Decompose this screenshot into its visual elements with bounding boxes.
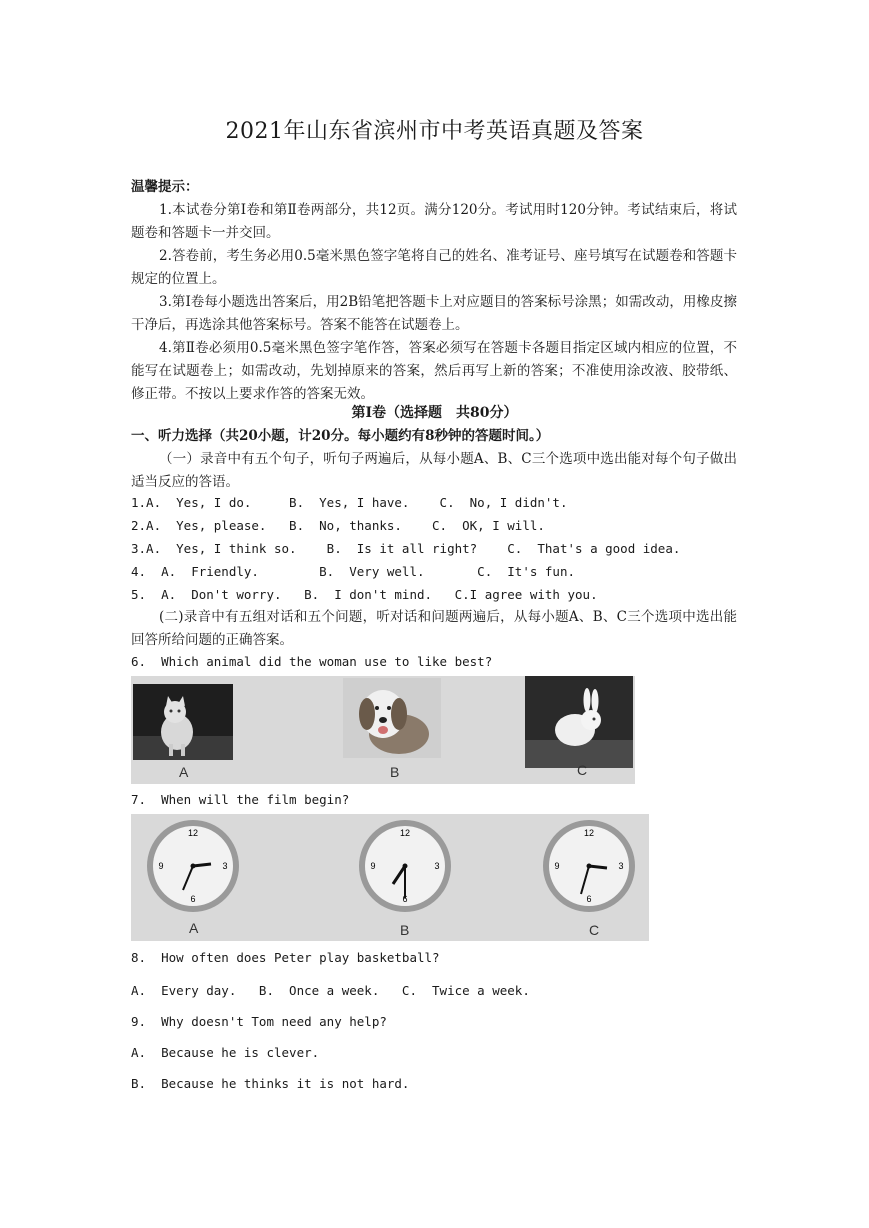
svg-text:3: 3: [222, 861, 228, 871]
question-line: 1.A. Yes, I do. B. Yes, I have. C. No, I didn't.: [131, 495, 568, 510]
clock-c-icon: [541, 818, 637, 914]
part-one-title: 第Ⅰ卷（选择题 共80分）: [351, 405, 518, 421]
svg-text:9: 9: [158, 861, 164, 871]
section-title: 一、听力选择（共20小题，计20分。每小题约有8秒钟的答题时间。）: [131, 428, 550, 444]
svg-text:9: 9: [554, 861, 560, 871]
question-line: 4. A. Friendly. B. Very well. C. It's fun.: [131, 564, 576, 579]
tip-item: 1.本试卷分第Ⅰ卷和第Ⅱ卷两部分，共12页。满分120分。考试用时120分钟。考试结束后，将试题卷和答题卡一并交回。: [131, 202, 737, 241]
page-title: 2021年山东省滨州市中考英语真题及答案: [225, 119, 644, 144]
tip-item: 4.第Ⅱ卷必须用0.5毫米黑色签字笔作答，答案必须写在答题卡各题目指定区域内相应的位置，不能写在试题卷上；如需改动，先划掉原来的答案，然后再写上新的答案；不准使用涂改液、胶带纸、修正带。不按以上要求作答的答案无效。: [131, 340, 737, 402]
question-7: 7. When will the film begin?: [131, 792, 350, 807]
svg-text:6: 6: [190, 894, 196, 904]
svg-text:3: 3: [434, 861, 440, 871]
question-9-option-b: B. Because he thinks it is not hard.: [131, 1076, 410, 1091]
question-line: 5. A. Don't worry. B. I don't mind. C.I agree with you.: [131, 587, 598, 602]
tips-heading: 温馨提示：: [131, 179, 199, 195]
animal-pictures: [131, 676, 635, 784]
question-line: 3.A. Yes, I think so. B. Is it all right? C. That's a good idea.: [131, 541, 681, 556]
cat-picture: [133, 684, 233, 760]
clock-a-icon: [145, 818, 241, 914]
svg-text:9: 9: [370, 861, 376, 871]
picture-label: C: [577, 762, 588, 778]
clock-b-icon: [357, 818, 453, 914]
svg-text:6: 6: [402, 894, 408, 904]
svg-text:12: 12: [187, 828, 199, 838]
question-9: 9. Why doesn't Tom need any help?: [131, 1014, 387, 1029]
clock-label: A: [189, 920, 199, 936]
tips-section: [131, 176, 737, 406]
sub-instruction: (二)录音中有五组对话和五个问题，听对话和问题两遍后，从每小题A、B、C三个选项中选出能回答所给问题的正确答案。: [131, 609, 737, 648]
svg-text:12: 12: [399, 828, 411, 838]
picture-label: B: [390, 764, 400, 780]
picture-label: A: [179, 764, 189, 780]
clock-label: C: [589, 922, 600, 938]
rabbit-picture: [525, 676, 633, 768]
svg-text:3: 3: [618, 861, 624, 871]
svg-text:12: 12: [583, 828, 595, 838]
sub-instruction-2: [131, 606, 737, 652]
question-8: 8. How often does Peter play basketball?: [131, 950, 440, 965]
svg-text:6: 6: [586, 894, 592, 904]
question-6: 6. Which animal did the woman use to like best?: [131, 654, 493, 669]
sub-instruction: （一）录音中有五个句子，听句子两遍后，从每小题A、B、C三个选项中选出能对每个句子做出适当反应的答语。: [131, 451, 737, 490]
listening-section: [131, 425, 737, 494]
clock-label: B: [400, 922, 410, 938]
clock-pictures: [131, 814, 649, 941]
question-8-options: A. Every day. B. Once a week. C. Twice a week.: [131, 983, 530, 998]
question-9-option-a: A. Because he is clever.: [131, 1045, 320, 1060]
tip-item: 3.第Ⅰ卷每小题选出答案后，用2B铅笔把答题卡上对应题目的答案标号涂黑；如需改动，用橡皮擦干净后，再选涂其他答案标号。答案不能答在试题卷上。: [131, 294, 737, 333]
tip-item: 2.答卷前，考生务必用0.5毫米黑色签字笔将自己的姓名、准考证号、座号填写在试题卷和答题卡规定的位置上。: [131, 248, 737, 287]
dog-picture: [343, 678, 441, 758]
question-line: 2.A. Yes, please. B. No, thanks. C. OK, I will.: [131, 518, 545, 533]
